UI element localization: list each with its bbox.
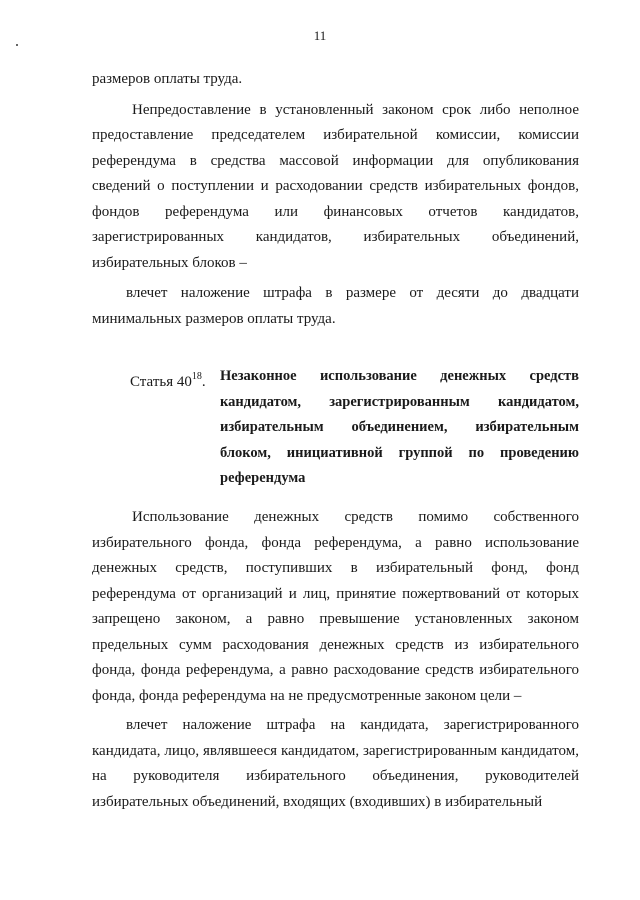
article-title: Незаконное использование денежных средств кандидатом, зарегистрированным кандидатом, избирательным объединением, избирательным блоком, инициативной группой по проведению референдума	[220, 368, 579, 486]
page-number: 11	[313, 28, 327, 43]
article-heading	[92, 364, 579, 492]
paragraph-penalty-2: влечет наложение штрафа на кандидата, зарегистрированного кандидата, лицо, являвшееся кандидатом, зарегистрированным кандидатом, на руководителя избирательного объединения, руководителей избирательных объединений, входящих (входивших) в избирательный	[92, 717, 579, 810]
paragraph-misuse: Использование денежных средств помимо собственного избирательного фонда, фонда референдума, а равно использование денежных средств, поступивших в избирательный фонд, фонд референдума от организаций и лиц, принятие пожертвований от которых запрещено законом, а равно превышение установленных законом предельных сумм расходования денежных средств из избирательного фонда, фонда референдума, а равно расходование средств избирательного фонда, фонда референдума на не предусмотренные законом цели –	[92, 509, 579, 704]
paragraph-nonprovision: Непредоставление в установленный законом срок либо неполное предоставление председателем избирательной комиссии, комиссии референдума в средства массовой информации для опубликования сведений о поступлении и расходовании средств избирательных фондов, фондов референдума или финансовых отчетов кандидатов, зарегистрированных кандидатов, избирательных объединений, избирательных блоков –	[92, 101, 579, 271]
paragraph-continuation: размеров оплаты труда.	[92, 71, 243, 87]
article-superscript: 18	[191, 371, 202, 382]
article-label	[130, 364, 206, 396]
top-text-block	[92, 67, 579, 332]
article-label-suffix: .	[201, 374, 206, 390]
scan-speck	[16, 44, 18, 46]
bottom-text-block	[92, 505, 579, 815]
article-number: Статья 40	[130, 374, 192, 390]
paragraph-penalty-1: влечет наложение штрафа в размере от десяти до двадцати минимальных размеров оплаты труда.	[92, 285, 579, 327]
